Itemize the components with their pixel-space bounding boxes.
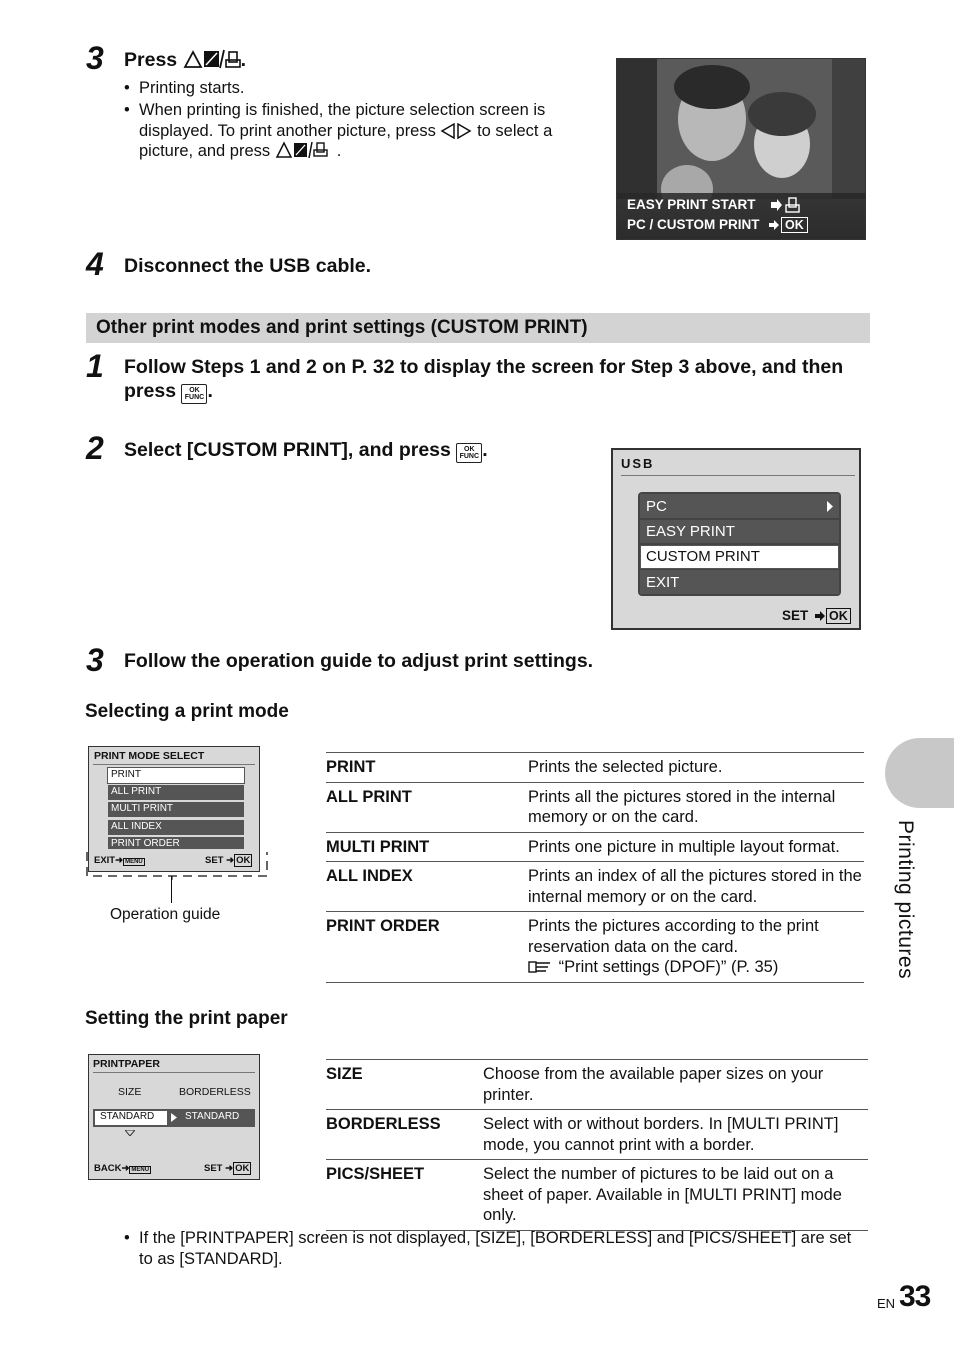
print-button-icon [275,141,337,159]
chapter-tab [885,738,954,808]
reference-hand-icon [528,959,554,975]
menu-item-multi-print[interactable]: MULTI PRINT [108,802,244,817]
step-number: 3 [86,40,104,76]
table-key: BORDERLESS [326,1110,483,1160]
overlay-line1: EASY PRINT START [627,197,756,212]
print-mode-table [326,752,864,983]
camera-screen-photo [616,58,866,240]
ok-button-icon: OK [826,608,851,624]
table-key: PICS/SHEET [326,1160,483,1231]
arrow-icon [768,219,780,231]
step-title: Select [CUSTOM PRINT], and press OK FUNC . [124,439,488,461]
operation-guide-label: Operation guide [110,906,221,923]
section-header [86,313,870,343]
table-row [326,1160,868,1231]
subheading: Setting the print paper [85,1008,288,1029]
menu-item-print[interactable]: PRINT [107,767,245,784]
left-right-arrow-icon [440,123,472,139]
step-title: Follow the operation guide to adjust print settings. [124,650,594,672]
overlay-line2: PC / CUSTOM PRINT [627,217,760,232]
arrow-icon [815,611,825,621]
chevron-right-icon [826,501,834,512]
bullet-text: Printing starts. [139,79,245,97]
bullet-item: • When printing is finished, the picture selection screen is displayed. To print another picture, press to select a picture, and press . [124,101,553,160]
subheading: Selecting a print mode [85,701,289,722]
bullet-item: • Printing starts. [124,79,245,97]
printpaper-screen [88,1054,260,1180]
reference-text[interactable]: “Print settings (DPOF)” (P. 35) [558,958,779,976]
chapter-tab-label: Printing pictures [894,820,917,980]
set-label: SET [782,608,809,623]
table-key: PRINT ORDER [326,912,528,983]
size-value[interactable]: STANDARD [94,1110,168,1126]
exit-label: EXIT➜ MENU [94,855,143,866]
ok-func-button-icon: OK FUNC [181,384,207,404]
table-key: PRINT [326,753,528,783]
table-value: Prints the selected picture. [528,753,864,783]
language-label: EN [877,1296,896,1311]
table-row [326,862,864,912]
ok-button-icon: OK [781,217,808,233]
table-key: SIZE [326,1060,483,1110]
borderless-value[interactable]: STANDARD [185,1111,240,1122]
step-number: 2 [86,430,104,466]
bullet-text: When printing is finished, the picture selection screen is displayed. To print another picture, press [139,101,546,140]
table-row [326,1110,868,1160]
note-text: If the [PRINTPAPER] screen is not displayed, [SIZE], [BORDERLESS] and [PICS/SHEET] are set to as [STANDARD]. [139,1229,852,1268]
chevron-down-icon [125,1130,135,1136]
screen-title: PRINT MODE SELECT [94,750,205,762]
table-value: Prints all the pictures stored in the internal memory or on the card. [528,782,864,832]
family-photo-image [617,59,865,199]
ok-func-button-icon: OK FUNC [456,443,482,463]
table-value: Select with or without borders. In [MULTI PRINT] mode, you cannot print with a border. [483,1110,868,1160]
table-row [326,753,864,783]
column-label-borderless: BORDERLESS [179,1086,251,1098]
menu-item-custom-print[interactable]: CUSTOM PRINT [640,545,839,569]
column-label-size: SIZE [118,1086,142,1098]
table-value: Choose from the available paper sizes on your printer. [483,1060,868,1110]
set-label: SET ➜ OK [205,855,251,866]
step-number: 3 [86,642,104,678]
screen-title: USB [621,456,655,471]
table-key: MULTI PRINT [326,832,528,862]
arrow-print-icon [769,196,803,214]
print-paper-table [326,1059,868,1231]
set-label: SET ➜ OK [204,1163,250,1174]
screen-title: PRINTPAPER [93,1058,160,1070]
menu-item-all-print[interactable]: ALL PRINT [108,785,244,800]
table-value: Prints the pictures according to the print reservation data on the card. “Print settings (DPOF)” (P. 35) [528,912,864,983]
step-title-text: Follow Steps 1 and 2 on P. 32 to display the screen for Step 3 above, and then press [124,356,844,402]
callout-line [171,876,172,903]
step-title-text: Press [124,49,183,71]
usb-menu-screen [611,448,861,630]
table-row [326,782,864,832]
menu-item-easy-print[interactable]: EASY PRINT [640,520,839,543]
table-row [326,912,864,983]
photo-overlay [617,193,865,239]
step-title-text: Select [CUSTOM PRINT], and press [124,439,451,461]
table-key: ALL INDEX [326,862,528,912]
step-title: Follow Steps 1 and 2 on P. 32 to display the screen for Step 3 above, and then press OK FUNC . [124,356,844,402]
table-value: Select the number of pictures to be laid out on a sheet of paper. Available in [MULTI PRINT] mode only. [483,1160,868,1231]
menu-item-print-order[interactable]: PRINT ORDER [108,837,244,849]
page-number: 33 [899,1280,931,1313]
operation-guide-highlight [84,846,270,880]
chevron-right-icon [171,1113,177,1122]
menu-item-exit[interactable]: EXIT [640,570,839,594]
step-title: Disconnect the USB cable. [124,255,372,277]
table-row [326,1060,868,1110]
step-title: Press . [124,49,246,71]
table-key: ALL PRINT [326,782,528,832]
section-title: Other print modes and print settings (CUSTOM PRINT) [96,317,588,338]
step-number: 1 [86,348,104,384]
step-number: 4 [86,246,104,282]
menu-item-pc[interactable]: PC [640,494,839,518]
menu-item-all-index[interactable]: ALL INDEX [108,820,244,835]
note-bullet: • If the [PRINTPAPER] screen is not displayed, [SIZE], [BORDERLESS] and [PICS/SHEET] are set to as [STANDARD]. [124,1229,852,1268]
back-label: BACK➜ MENU [94,1163,150,1174]
table-value: Prints one picture in multiple layout format. [528,832,864,862]
print-button-icon [183,49,241,69]
table-value: Prints an index of all the pictures stored in the internal memory or on the card. [528,862,864,912]
bullet-text: to select a picture, and press [139,121,553,160]
table-row [326,832,864,862]
